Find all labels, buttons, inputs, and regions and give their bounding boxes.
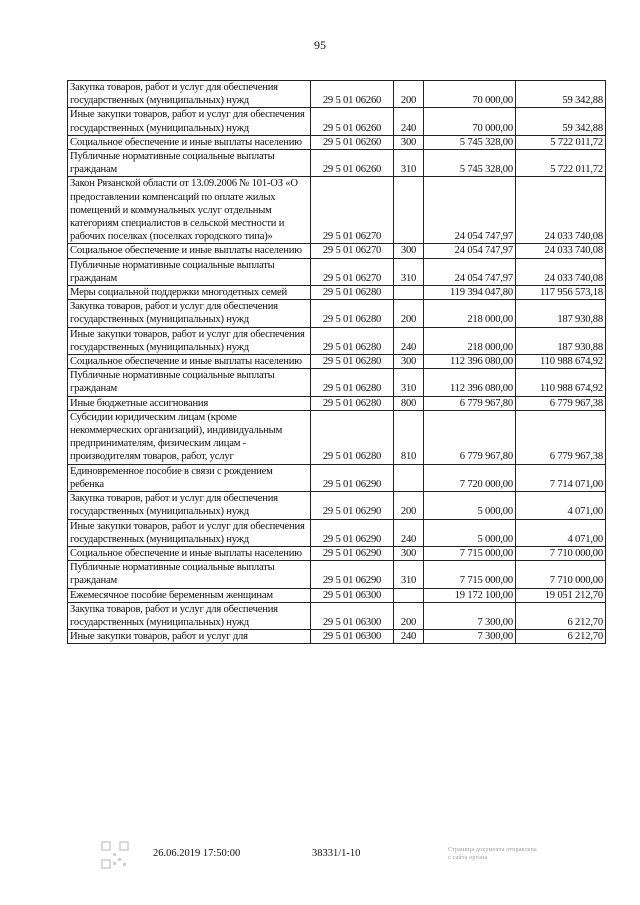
- row-plan-cell: 218 000,00: [424, 300, 516, 327]
- row-plan-cell: 5 745 328,00: [424, 135, 516, 149]
- table-row: [68, 108, 606, 135]
- row-fact-cell: 7 710 000,00: [516, 561, 606, 588]
- row-name-cell: Социальное обеспечение и иные выплаты населению: [68, 546, 311, 560]
- row-csr-cell: 29 5 01 06280: [311, 369, 394, 396]
- row-fact-cell: 110 988 674,92: [516, 355, 606, 369]
- row-plan-cell: 112 396 080,00: [424, 369, 516, 396]
- row-fact-cell: 7 714 071,00: [516, 464, 606, 491]
- budget-table: [67, 80, 606, 644]
- row-vr-cell: 240: [394, 108, 424, 135]
- row-fact-cell: 117 956 573,18: [516, 286, 606, 300]
- electronic-stamp: [448, 846, 598, 862]
- table-row: [68, 286, 606, 300]
- row-vr-cell: 240: [394, 327, 424, 354]
- row-plan-cell: 24 054 747,97: [424, 177, 516, 244]
- row-csr-cell: 29 5 01 06300: [311, 602, 394, 629]
- row-plan-cell: 7 715 000,00: [424, 561, 516, 588]
- row-plan-cell: 7 715 000,00: [424, 546, 516, 560]
- row-csr-cell: 29 5 01 06270: [311, 244, 394, 258]
- table-row: [68, 588, 606, 602]
- row-fact-cell: 187 930,88: [516, 327, 606, 354]
- table-row: [68, 300, 606, 327]
- row-name-cell: Меры социальной поддержки многодетных семей: [68, 286, 311, 300]
- row-vr-cell: [394, 177, 424, 244]
- row-csr-cell: 29 5 01 06300: [311, 630, 394, 644]
- row-csr-cell: 29 5 01 06260: [311, 108, 394, 135]
- row-name-cell: Закон Рязанской области от 13.09.2006 № 101-ОЗ «О предоставлении компенсаций по оплате жилых помещений и коммунальных услуг отдельным категориям специалистов в сельской местности и рабочих поселках (поселках городского типа)»: [68, 177, 311, 244]
- row-csr-cell: 29 5 01 06280: [311, 410, 394, 464]
- table-row: [68, 602, 606, 629]
- row-name-cell: Публичные нормативные социальные выплаты гражданам: [68, 369, 311, 396]
- row-vr-cell: 200: [394, 300, 424, 327]
- row-vr-cell: [394, 286, 424, 300]
- row-plan-cell: 7 300,00: [424, 630, 516, 644]
- table-row: [68, 396, 606, 410]
- row-name-cell: Публичные нормативные социальные выплаты гражданам: [68, 561, 311, 588]
- row-plan-cell: 70 000,00: [424, 81, 516, 108]
- row-vr-cell: 310: [394, 369, 424, 396]
- row-plan-cell: 5 745 328,00: [424, 150, 516, 177]
- row-csr-cell: 29 5 01 06290: [311, 464, 394, 491]
- table-row: [68, 546, 606, 560]
- row-vr-cell: 810: [394, 410, 424, 464]
- row-vr-cell: 300: [394, 135, 424, 149]
- table-row: [68, 81, 606, 108]
- budget-table-body: [68, 81, 606, 644]
- row-fact-cell: 4 071,00: [516, 519, 606, 546]
- row-plan-cell: 7 720 000,00: [424, 464, 516, 491]
- stamp-line-1: Страница документа отправлена: [448, 847, 537, 853]
- table-row: [68, 492, 606, 519]
- row-plan-cell: 6 779 967,80: [424, 410, 516, 464]
- row-vr-cell: 200: [394, 602, 424, 629]
- row-name-cell: Иные бюджетные ассигнования: [68, 396, 311, 410]
- row-name-cell: Публичные нормативные социальные выплаты гражданам: [68, 150, 311, 177]
- table-row: [68, 369, 606, 396]
- row-vr-cell: 240: [394, 519, 424, 546]
- row-plan-cell: 218 000,00: [424, 327, 516, 354]
- row-plan-cell: 6 779 967,80: [424, 396, 516, 410]
- row-csr-cell: 29 5 01 06260: [311, 81, 394, 108]
- qr-code-icon: [100, 840, 130, 870]
- table-row: [68, 519, 606, 546]
- row-fact-cell: 187 930,88: [516, 300, 606, 327]
- stamp-line-2: с сайта органа: [448, 855, 488, 861]
- row-name-cell: Закупка товаров, работ и услуг для обеспечения государственных (муниципальных) нужд: [68, 300, 311, 327]
- row-name-cell: Иные закупки товаров, работ и услуг для обеспечения государственных (муниципальных) нужд: [68, 108, 311, 135]
- row-name-cell: Закупка товаров, работ и услуг для обеспечения государственных (муниципальных) нужд: [68, 602, 311, 629]
- row-plan-cell: 5 000,00: [424, 492, 516, 519]
- row-fact-cell: 59 342,88: [516, 108, 606, 135]
- row-csr-cell: 29 5 01 06290: [311, 546, 394, 560]
- row-fact-cell: 4 071,00: [516, 492, 606, 519]
- row-name-cell: Иные закупки товаров, работ и услуг для обеспечения государственных (муниципальных) нужд: [68, 519, 311, 546]
- row-csr-cell: 29 5 01 06290: [311, 561, 394, 588]
- row-vr-cell: 310: [394, 561, 424, 588]
- row-vr-cell: 310: [394, 150, 424, 177]
- row-name-cell: Закупка товаров, работ и услуг для обеспечения государственных (муниципальных) нужд: [68, 81, 311, 108]
- row-name-cell: Иные закупки товаров, работ и услуг для обеспечения государственных (муниципальных) нужд: [68, 327, 311, 354]
- row-plan-cell: 19 172 100,00: [424, 588, 516, 602]
- row-csr-cell: 29 5 01 06260: [311, 150, 394, 177]
- row-vr-cell: 310: [394, 258, 424, 285]
- row-plan-cell: 5 000,00: [424, 519, 516, 546]
- row-vr-cell: 300: [394, 355, 424, 369]
- row-csr-cell: 29 5 01 06280: [311, 355, 394, 369]
- row-fact-cell: 6 779 967,38: [516, 410, 606, 464]
- row-fact-cell: 59 342,88: [516, 81, 606, 108]
- row-vr-cell: 200: [394, 492, 424, 519]
- row-fact-cell: 5 722 011,72: [516, 150, 606, 177]
- table-row: [68, 561, 606, 588]
- table-row: [68, 327, 606, 354]
- row-plan-cell: 7 300,00: [424, 602, 516, 629]
- row-vr-cell: [394, 588, 424, 602]
- row-plan-cell: 24 054 747,97: [424, 258, 516, 285]
- row-vr-cell: 300: [394, 546, 424, 560]
- row-csr-cell: 29 5 01 06280: [311, 327, 394, 354]
- row-name-cell: Единовременное пособие в связи с рождением ребенка: [68, 464, 311, 491]
- table-row: [68, 355, 606, 369]
- row-fact-cell: 24 033 740,08: [516, 258, 606, 285]
- table-row: [68, 177, 606, 244]
- row-fact-cell: 5 722 011,72: [516, 135, 606, 149]
- row-plan-cell: 119 394 047,80: [424, 286, 516, 300]
- row-fact-cell: 6 212,70: [516, 602, 606, 629]
- row-csr-cell: 29 5 01 06280: [311, 396, 394, 410]
- table-row: [68, 150, 606, 177]
- footer-doc-number: 38331/1-10: [312, 848, 361, 859]
- row-plan-cell: 70 000,00: [424, 108, 516, 135]
- row-csr-cell: 29 5 01 06280: [311, 300, 394, 327]
- row-fact-cell: 19 051 212,70: [516, 588, 606, 602]
- table-row: [68, 464, 606, 491]
- row-vr-cell: 240: [394, 630, 424, 644]
- row-csr-cell: 29 5 01 06290: [311, 519, 394, 546]
- table-row: [68, 244, 606, 258]
- row-fact-cell: 24 033 740,08: [516, 244, 606, 258]
- row-name-cell: Социальное обеспечение и иные выплаты населению: [68, 244, 311, 258]
- footer-datetime: 26.06.2019 17:50:00: [153, 848, 241, 859]
- row-csr-cell: 29 5 01 06260: [311, 135, 394, 149]
- row-fact-cell: 24 033 740,08: [516, 177, 606, 244]
- row-csr-cell: 29 5 01 06270: [311, 258, 394, 285]
- table-row: [68, 135, 606, 149]
- row-plan-cell: 112 396 080,00: [424, 355, 516, 369]
- row-name-cell: Субсидии юридическим лицам (кроме некоммерческих организаций), индивидуальным предпринимателям, физическим лицам - производителям товаров, работ, услуг: [68, 410, 311, 464]
- row-csr-cell: 29 5 01 06290: [311, 492, 394, 519]
- row-vr-cell: 300: [394, 244, 424, 258]
- table-row: [68, 410, 606, 464]
- table-row: [68, 258, 606, 285]
- row-csr-cell: 29 5 01 06270: [311, 177, 394, 244]
- row-plan-cell: 24 054 747,97: [424, 244, 516, 258]
- table-row: [68, 630, 606, 644]
- row-name-cell: Иные закупки товаров, работ и услуг для: [68, 630, 311, 644]
- row-name-cell: Публичные нормативные социальные выплаты гражданам: [68, 258, 311, 285]
- row-fact-cell: 6 779 967,38: [516, 396, 606, 410]
- row-fact-cell: 6 212,70: [516, 630, 606, 644]
- row-csr-cell: 29 5 01 06300: [311, 588, 394, 602]
- row-name-cell: Ежемесячное пособие беременным женщинам: [68, 588, 311, 602]
- row-name-cell: Социальное обеспечение и иные выплаты населению: [68, 355, 311, 369]
- row-fact-cell: 110 988 674,92: [516, 369, 606, 396]
- row-fact-cell: 7 710 000,00: [516, 546, 606, 560]
- row-vr-cell: 200: [394, 81, 424, 108]
- row-csr-cell: 29 5 01 06280: [311, 286, 394, 300]
- row-vr-cell: [394, 464, 424, 491]
- page-number: 95: [314, 38, 326, 52]
- row-name-cell: Закупка товаров, работ и услуг для обеспечения государственных (муниципальных) нужд: [68, 492, 311, 519]
- row-vr-cell: 800: [394, 396, 424, 410]
- row-name-cell: Социальное обеспечение и иные выплаты населению: [68, 135, 311, 149]
